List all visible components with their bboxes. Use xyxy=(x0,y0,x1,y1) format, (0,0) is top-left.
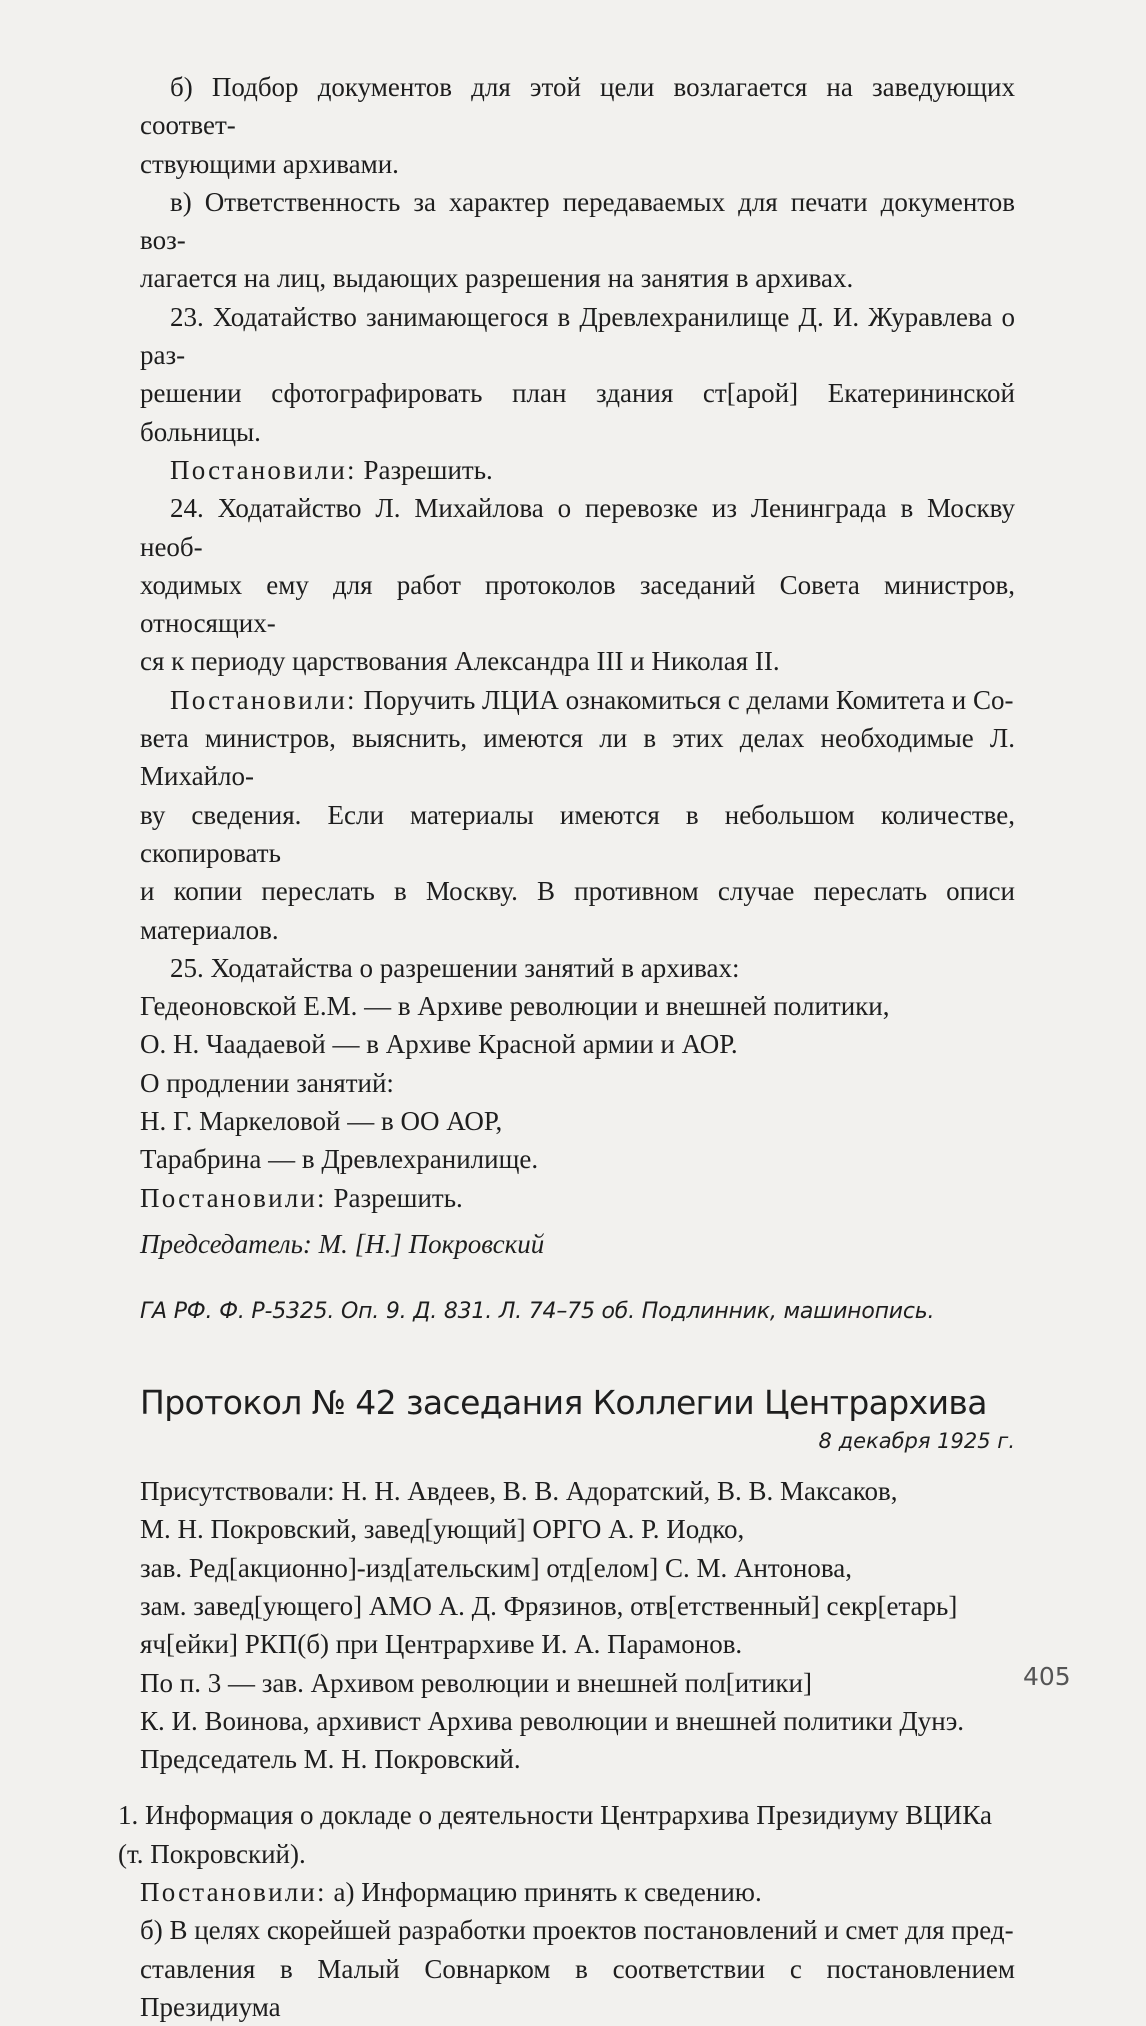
text-line: Поручить ЛЦИА ознакомиться с делами Комитета и Со- xyxy=(356,684,1014,715)
resolution-25 xyxy=(140,1179,1015,1217)
protocol-date: 8 декабря 1925 г. xyxy=(818,1428,1015,1453)
attendees-line: Председатель М. Н. Покровский. xyxy=(140,1744,521,1775)
resolved-label: Постановили: xyxy=(170,454,357,485)
attendees-line: М. Н. Покровский, завед[ующий] ОРГО А. Р. Иодко, xyxy=(140,1514,745,1545)
attendees-line: зам. завед[ующего] АМО А. Д. Фрязинов, отв[етственный] секр[етарь] xyxy=(140,1590,958,1621)
item-23 xyxy=(140,298,1015,451)
protocol-heading: Протокол № 42 заседания Коллегии Центрархива xyxy=(140,1382,987,1422)
text-line: решении сфотографировать план здания ст[арой] Екатерининской больницы. xyxy=(140,378,1015,447)
attendees-line: Присутствовали: Н. Н. Авдеев, В. В. Адоратский, В. В. Максаков, xyxy=(140,1476,898,1507)
item-25-line: О продлении занятий: xyxy=(140,1067,394,1098)
text-line: Разрешить. xyxy=(326,1182,463,1213)
item-24 xyxy=(140,489,1015,680)
attendees-line: По п. 3 — зав. Архивом революции и внешней пол[итики] xyxy=(140,1667,812,1698)
text-line: б) В целях скорейшей разработки проектов постановлений и смет для пред- xyxy=(140,1915,1014,1946)
text-line: б) Подбор документов для этой цели возлагается на заведующих соответ- xyxy=(140,72,1015,141)
text-line: в) Ответственность за характер передаваемых для печати документов воз- xyxy=(140,186,1015,256)
text-line: ставления в Малый Совнарком в соответствии с постановлением Президиума xyxy=(140,1953,1015,2022)
text-line: 1. Информация о докладе о деятельности Центрархива Президиуму ВЦИКа xyxy=(118,1800,992,1831)
text-line: ходимых ему для работ протоколов заседаний Совета министров, относящих- xyxy=(140,569,1015,639)
item-1 xyxy=(118,1796,1015,1873)
text-line: Разрешить. xyxy=(356,454,493,485)
resolved-label: Постановили: xyxy=(170,684,357,715)
item-25-line: О. Н. Чаадаевой — в Архиве Красной армии и АОР. xyxy=(140,1029,738,1060)
text-line: ствующими архивами. xyxy=(140,148,399,179)
page-number: 405 xyxy=(1023,1662,1071,1691)
item-25: 25. Ходатайства о разрешении занятий в архивах: xyxy=(170,952,740,983)
text-line: 23. Ходатайство занимающегося в Древлехранилище Д. И. Журавлева о раз- xyxy=(140,301,1015,371)
paragraph-b xyxy=(140,68,1015,183)
resolution-23 xyxy=(140,451,1015,489)
chairman-signature: Председатель: М. [Н.] Покровский xyxy=(140,1228,545,1259)
text-line: ву сведения. Если материалы имеются в небольшом количестве, скопировать xyxy=(140,799,1015,868)
attendees-line: К. И. Воинова, архивист Архива революции и внешней политики Дунэ. xyxy=(140,1705,965,1736)
text-line: ся к периоду царствования Александра III и Николая II. xyxy=(140,646,780,677)
resolved-label: Постановили: xyxy=(140,1182,327,1213)
item-25-line: Тарабрина — в Древлехранилище. xyxy=(140,1144,539,1175)
page-text xyxy=(118,68,1015,2026)
text-line: а) Информацию принять к сведению. xyxy=(326,1877,762,1908)
resolution-1 xyxy=(140,1873,1015,1911)
text-line: 24. Ходатайство Л. Михайлова о перевозке из Ленинграда в Москву необ- xyxy=(140,493,1015,562)
paragraph-v xyxy=(140,183,1015,298)
resolved-label: Постановили: xyxy=(140,1877,327,1908)
text-line: вета министров, выяснить, имеются ли в этих делах необходимые Л. Михайло- xyxy=(140,723,1015,792)
item-25-line: Гедеоновской Е.М. — в Архиве революции и внешней политики, xyxy=(140,991,890,1022)
text-line: лагается на лиц, выдающих разрешения на занятия в архивах. xyxy=(140,263,854,294)
attendees-line: яч[ейки] РКП(б) при Центрархиве И. А. Парамонов. xyxy=(140,1629,743,1660)
item-25-line: Н. Г. Маркеловой — в ОО АОР, xyxy=(140,1106,503,1137)
archive-source: ГА РФ. Ф. Р-5325. Оп. 9. Д. 831. Л. 74–75 об. Подлинник, машинопись. xyxy=(140,1299,935,1325)
text-line: и копии переслать в Москву. В противном случае переслать описи материалов. xyxy=(140,876,1015,945)
attendees-line: зав. Ред[акционно]-изд[ательским] отд[елом] С. М. Антонова, xyxy=(140,1552,852,1583)
resolution-24 xyxy=(140,681,1015,949)
text-line: (т. Покровский). xyxy=(118,1838,306,1869)
resolution-1b xyxy=(140,1911,1015,2026)
